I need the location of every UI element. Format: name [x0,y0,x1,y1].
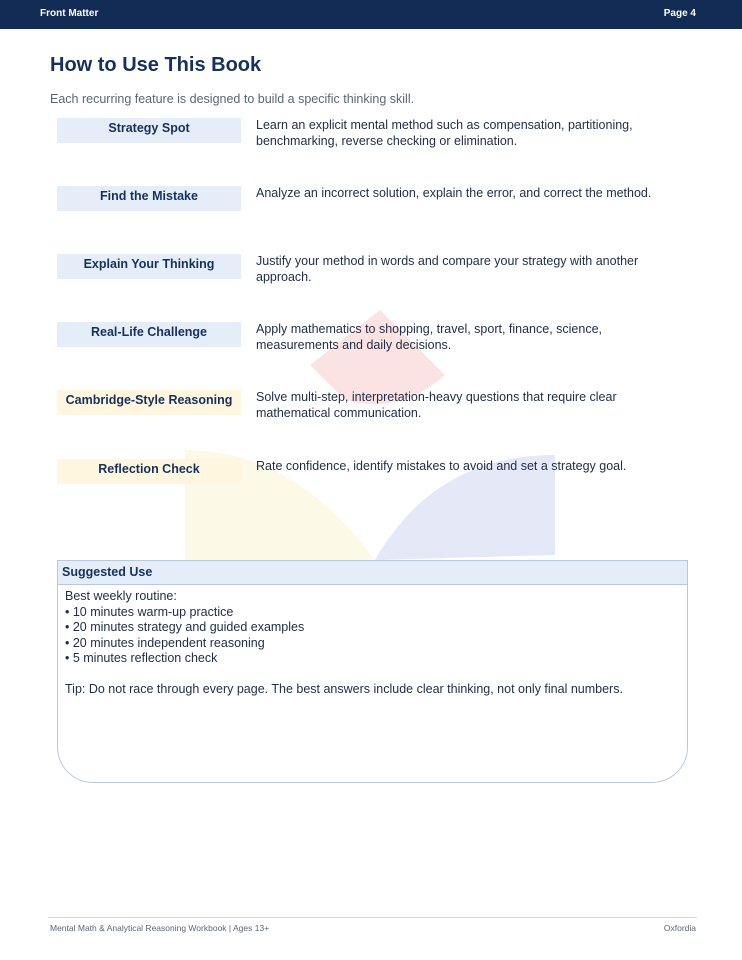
footer-divider [48,917,697,918]
header-bar [0,0,742,29]
page-subtitle: Each recurring feature is designed to build a specific thinking skill. [50,92,415,106]
feature-description: Rate confidence, identify mistakes to avoid and set a strategy goal. [256,459,627,473]
footer-publisher: Oxfordia [663,923,696,933]
routine-item: • 20 minutes strategy and guided examples [65,620,305,634]
feature-description: Analyze an incorrect solution, explain the error, and correct the method. [256,186,652,200]
suggested-use-panel [57,584,688,783]
feature-label: Real-Life Challenge [57,322,241,347]
routine-item: • 20 minutes independent reasoning [65,635,265,650]
routine-item: • 5 minutes reflection check [65,651,218,665]
footer-book-title: Mental Math & Analytical Reasoning Workbook | Ages 13+ [50,923,270,933]
suggested-use-body [65,589,675,698]
routine-item: • 10 minutes warm-up practice [65,604,234,619]
feature-description: Solve multi-step, interpretation-heavy questions that require clear mathematical communication. [256,390,617,420]
feature-description: Learn an explicit mental method such as compensation, partitioning, benchmarking, reverse checking or elimination. [256,118,633,148]
page-number: Page 4 [663,8,696,19]
suggested-use-heading [57,560,688,585]
feature-label: Strategy Spot [57,118,241,143]
routine-intro: Best weekly routine: [65,589,177,603]
usage-tip: Tip: Do not race through every page. The best answers include clear thinking, not only final numbers. [65,682,623,696]
section-label: Front Matter [40,8,99,19]
feature-description: Apply mathematics to shopping, travel, sport, finance, science, measurements and daily decisions. [256,322,603,352]
feature-label: Cambridge-Style Reasoning [57,390,241,415]
blank-line [65,667,675,683]
feature-label: Reflection Check [57,459,241,484]
suggested-use-title: Suggested Use [62,565,153,579]
feature-label: Explain Your Thinking [57,254,241,279]
feature-description: Justify your method in words and compare your strategy with another approach. [256,254,639,284]
page-title: How to Use This Book [50,54,262,76]
feature-label: Find the Mistake [57,186,241,211]
